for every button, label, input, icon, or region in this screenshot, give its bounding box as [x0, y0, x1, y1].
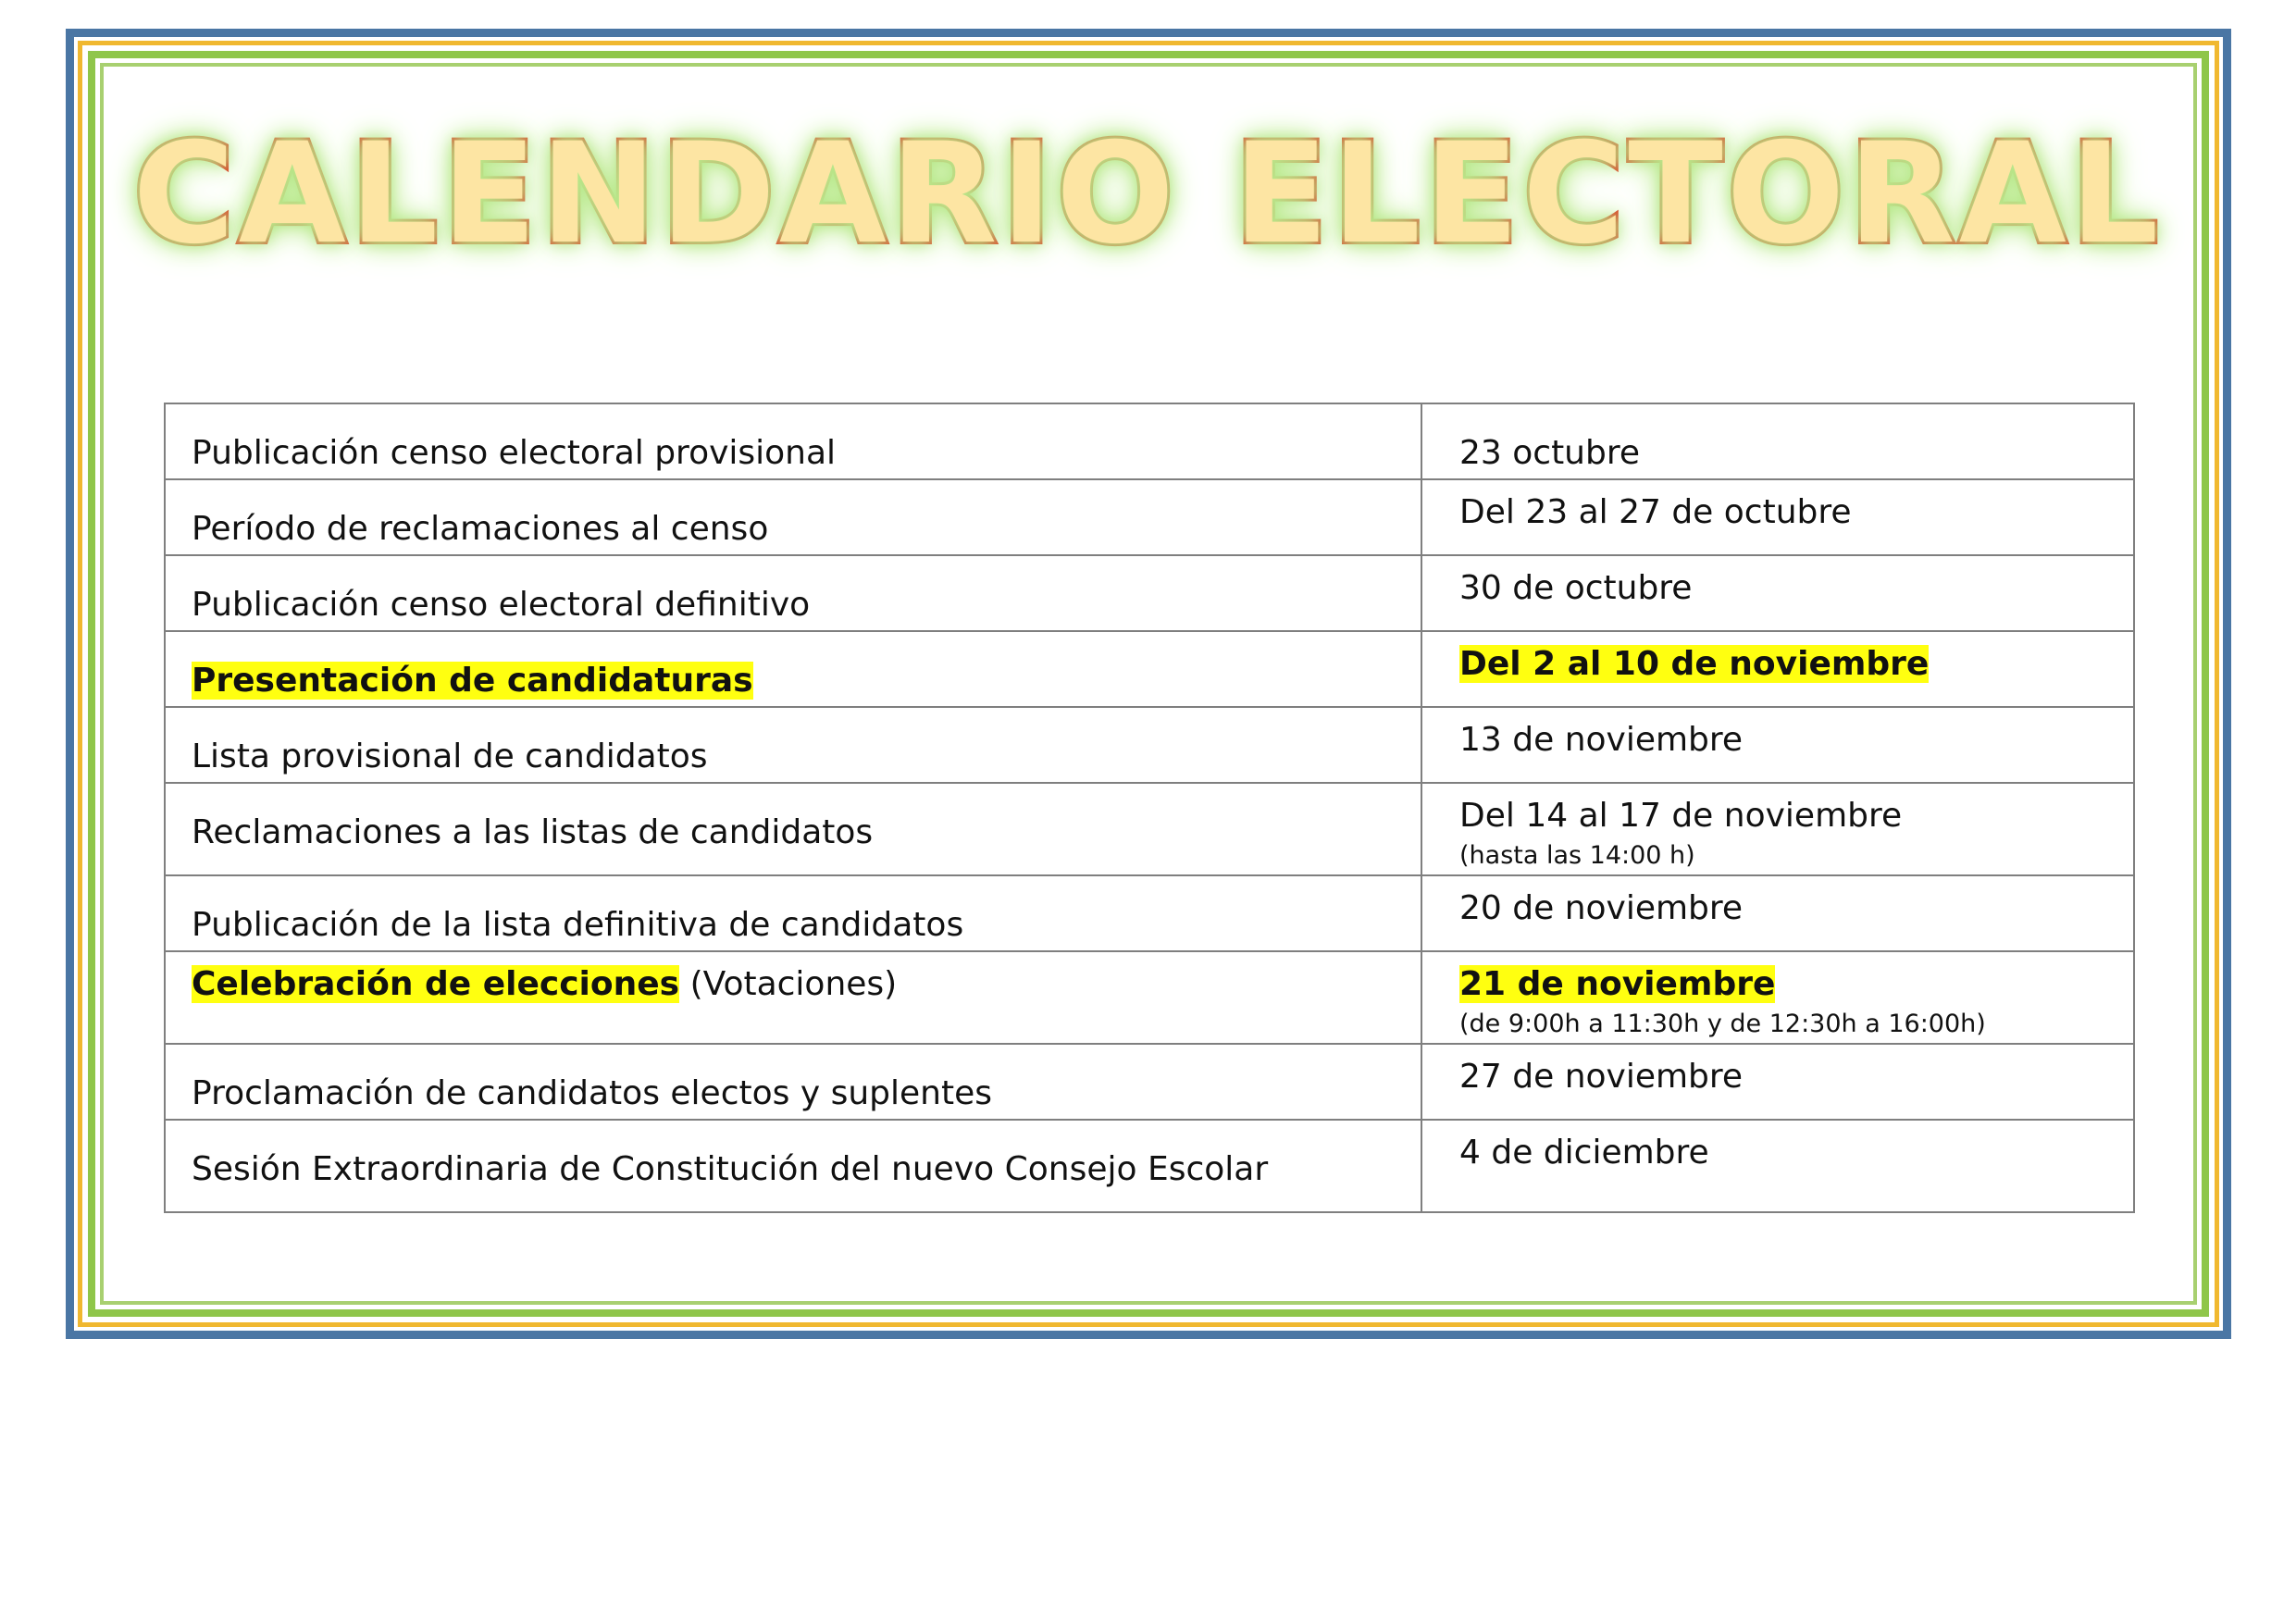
date-cell — [1421, 1120, 2134, 1212]
electoral-calendar-table — [164, 403, 2135, 1213]
event-cell — [165, 1044, 1421, 1120]
event-label: Publicación de la lista definitiva de candidatos — [192, 906, 964, 944]
table-row — [165, 631, 2134, 707]
date-cell — [1421, 555, 2134, 631]
date-cell — [1421, 707, 2134, 783]
event-cell — [165, 875, 1421, 951]
date-cell — [1421, 1044, 2134, 1120]
date-note: (de 9:00h a 11:30h y de 12:30h a 16:00h) — [1459, 1010, 1986, 1038]
table-row — [165, 875, 2134, 951]
event-label: Reclamaciones a las listas de candidatos — [192, 813, 874, 851]
event-label: Sesión Extraordinaria de Constitución del nuevo Consejo Escolar — [192, 1150, 1269, 1188]
event-label-highlighted: Presentación de candidaturas — [192, 662, 753, 700]
date-cell — [1421, 875, 2134, 951]
date-label-highlighted: 21 de noviembre — [1459, 965, 1776, 1003]
date-label: 13 de noviembre — [1459, 721, 1744, 759]
event-label: Publicación censo electoral provisional — [192, 434, 837, 472]
event-suffix: (Votaciones) — [689, 965, 898, 1003]
title-word-1: CALENDARIO — [132, 114, 1178, 275]
date-cell — [1421, 479, 2134, 555]
date-label: 20 de noviembre — [1459, 889, 1744, 927]
date-cell — [1421, 631, 2134, 707]
event-label: Lista provisional de candidatos — [192, 738, 708, 775]
title-word-2: ELECTORAL — [1233, 114, 2163, 275]
page-title — [130, 111, 2166, 278]
date-label-highlighted: Del 2 al 10 de noviembre — [1459, 645, 1930, 683]
date-label: 23 octubre — [1459, 434, 1641, 472]
event-label: Período de reclamaciones al censo — [192, 510, 769, 548]
event-cell — [165, 479, 1421, 555]
date-label: Del 14 al 17 de noviembre — [1459, 797, 1903, 835]
event-cell — [165, 1120, 1421, 1212]
date-note: (hasta las 14:00 h) — [1459, 841, 1695, 870]
date-label: 27 de noviembre — [1459, 1058, 1744, 1096]
event-cell — [165, 403, 1421, 479]
date-cell — [1421, 403, 2134, 479]
table-row — [165, 555, 2134, 631]
event-cell — [165, 555, 1421, 631]
date-cell — [1421, 951, 2134, 1044]
date-label: 30 de octubre — [1459, 569, 1693, 607]
event-cell — [165, 631, 1421, 707]
table-row — [165, 1120, 2134, 1212]
table-row — [165, 1044, 2134, 1120]
table-row — [165, 403, 2134, 479]
event-cell — [165, 951, 1421, 1044]
event-label: Proclamación de candidatos electos y suplentes — [192, 1074, 992, 1112]
table-row — [165, 479, 2134, 555]
date-cell — [1421, 783, 2134, 875]
event-label: Publicación censo electoral definitivo — [192, 586, 811, 624]
date-label: 4 de diciembre — [1459, 1134, 1709, 1172]
event-label-highlighted: Celebración de elecciones — [192, 965, 680, 1003]
event-cell — [165, 783, 1421, 875]
table-row — [165, 783, 2134, 875]
table-row — [165, 707, 2134, 783]
event-cell — [165, 707, 1421, 783]
title-text — [133, 111, 2163, 278]
table-row — [165, 951, 2134, 1044]
date-label: Del 23 al 27 de octubre — [1459, 493, 1852, 531]
